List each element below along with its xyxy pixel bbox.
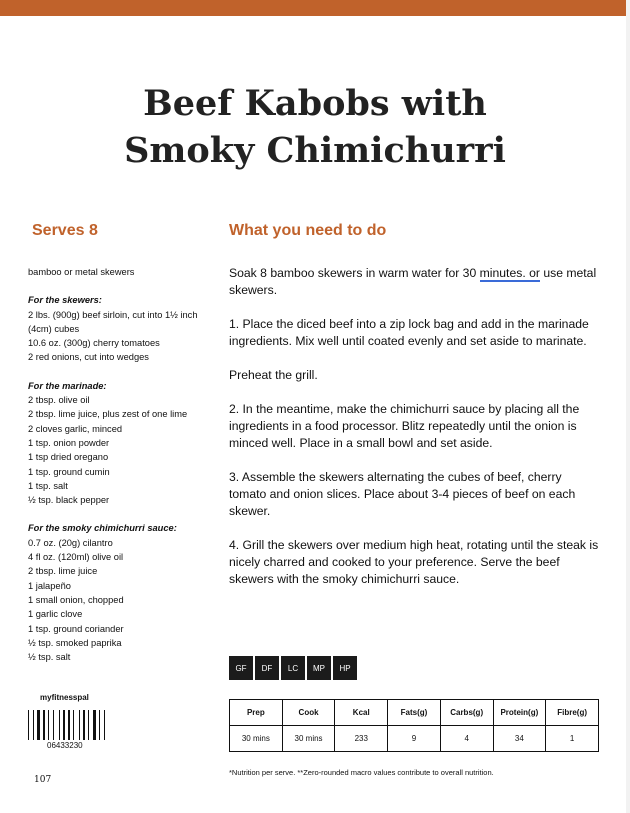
ingredient-item: 0.7 oz. (20g) cilantro — [28, 537, 113, 548]
ingredient-intro: bamboo or metal skewers — [28, 267, 135, 277]
ingredient-item: 1 jalapeño — [28, 580, 71, 591]
ingredient-section-heading: For the smoky chimichurri sauce: — [28, 523, 177, 534]
ingredient-item: ½ tsp. black pepper — [28, 495, 110, 506]
nutrition-value: 30 mins — [230, 726, 283, 752]
ingredient-item: 4 fl oz. (120ml) olive oil — [28, 552, 124, 563]
diet-tags — [229, 656, 357, 680]
ingredient-item: 2 tbsp. lime juice, plus zest of one lime — [28, 409, 188, 420]
barcode-number: 06433230 — [47, 741, 83, 750]
method-steps — [229, 265, 599, 605]
ingredient-item: ½ tsp. smoked paprika — [28, 637, 122, 648]
nutrition-header: Kcal — [335, 700, 388, 726]
nutrition-value: 34 — [493, 726, 546, 752]
ingredients-list — [28, 265, 208, 664]
ingredient-item: 2 lbs. (900g) beef sirloin, cut into 1½ inch (4cm) cubes — [28, 309, 198, 334]
ingredient-item: 1 tsp. salt — [28, 480, 68, 491]
ingredient-item: 2 tbsp. lime juice — [28, 566, 98, 577]
recipe-title-line-1: Beef Kabobs with — [143, 83, 487, 124]
nutrition-header: Protein(g) — [493, 700, 546, 726]
method-step: 1. Place the diced beef into a zip lock bag and add in the marinade ingredients. Mix well until coated evenly and set aside to marinate. — [229, 317, 589, 348]
ingredient-item: 2 cloves garlic, minced — [28, 423, 123, 434]
nutrition-value: 233 — [335, 726, 388, 752]
header-accent-bar — [0, 0, 626, 16]
ingredient-item: 1 garlic clove — [28, 609, 83, 620]
diet-tag-hp: HP — [333, 656, 357, 680]
nutrition-value: 30 mins — [282, 726, 335, 752]
nutrition-value: 9 — [388, 726, 441, 752]
nutrition-header: Carbs(g) — [440, 700, 493, 726]
ingredient-item: 2 tbsp. olive oil — [28, 395, 90, 406]
nutrition-value: 4 — [440, 726, 493, 752]
nutrition-header: Prep — [230, 700, 283, 726]
method-step: 2. In the meantime, make the chimichurri sauce by placing all the ingredients in a food processor. Blitz repeatedly until the onion is minced well. Place in a small bowl and set aside. — [229, 402, 580, 450]
ingredient-item: 1 tsp dried oregano — [28, 452, 109, 463]
barcode-icon — [28, 710, 106, 740]
ingredient-section-heading: For the marinade: — [28, 380, 107, 391]
method-heading: What you need to do — [229, 222, 387, 239]
nutrition-header: Cook — [282, 700, 335, 726]
nutrition-value-row — [230, 726, 599, 752]
nutrition-header-row — [230, 700, 599, 726]
diet-tag-df: DF — [255, 656, 279, 680]
ingredient-section-heading: For the skewers: — [28, 295, 102, 306]
nutrition-table — [229, 699, 599, 752]
ingredient-item: ½ tsp. salt — [28, 652, 71, 663]
method-intro-text-end: use metal skewers. — [229, 266, 597, 297]
ingredient-item: 10.6 oz. (300g) cherry tomatoes — [28, 338, 160, 349]
brand-logo: myfitnesspal — [40, 693, 89, 702]
nutrition-header: Fibre(g) — [546, 700, 599, 726]
page-number: 107 — [34, 775, 52, 785]
method-intro — [229, 265, 599, 299]
spellcheck-highlight: minutes. or — [479, 266, 540, 280]
diet-tag-lc: LC — [281, 656, 305, 680]
ingredient-item: 1 tsp. ground cumin — [28, 466, 110, 477]
method-step: Preheat the grill. — [229, 368, 318, 382]
recipe-title-line-2: Smoky Chimichurri — [124, 130, 506, 171]
method-step: 4. Grill the skewers over medium high heat, rotating until the steak is nicely charred and cooked to your preference. Serve the beef skewers with the smoky chimichurri sauce. — [229, 538, 599, 586]
method-step: 3. Assemble the skewers alternating the cubes of beef, cherry tomato and onion slices. Place about 3-4 pieces of beef on each skewer. — [229, 470, 576, 518]
diet-tag-gf: GF — [229, 656, 253, 680]
serves-heading: Serves 8 — [32, 222, 98, 239]
ingredient-item: 1 tsp. onion powder — [28, 437, 110, 448]
nutrition-header: Fats(g) — [388, 700, 441, 726]
ingredient-item: 1 small onion, chopped — [28, 594, 124, 605]
nutrition-value: 1 — [546, 726, 599, 752]
method-intro-text: Soak 8 bamboo skewers in warm water for 30 — [229, 266, 480, 280]
recipe-title — [0, 80, 630, 174]
diet-tag-mp: MP — [307, 656, 331, 680]
ingredient-item: 2 red onions, cut into wedges — [28, 352, 149, 363]
nutrition-footnote: *Nutrition per serve. **Zero-rounded macro values contribute to overall nutrition. — [229, 768, 494, 777]
ingredient-item: 1 tsp. ground coriander — [28, 623, 124, 634]
